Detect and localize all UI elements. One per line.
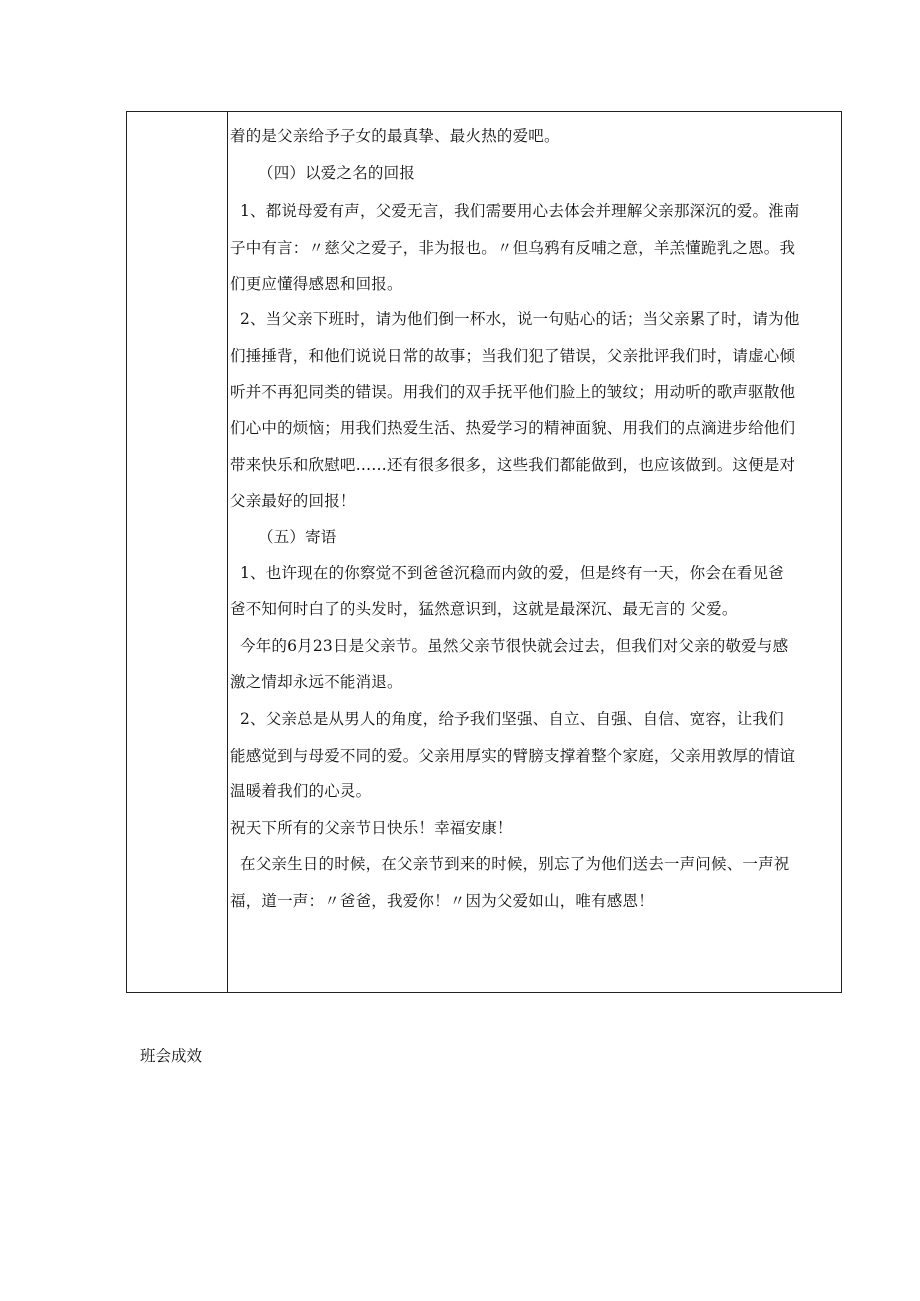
paragraph-line: 2、当父亲下班时，请为他们倒一杯水，说一句贴心的话；当父亲累了时，请为他 [240, 310, 800, 328]
paragraph-line: 1、也许现在的你察觉不到爸爸沉稳而内敛的爱，但是终有一天，你会在看见爸 [240, 564, 784, 582]
paragraph-line: 能感觉到与母爱不同的爱。父亲用厚实的臂膀支撑着整个家庭，父亲用敦厚的情谊 [230, 747, 796, 765]
class-meeting-results-label: 班会成效 [140, 1047, 203, 1065]
section-heading-four: （四）以爱之名的回报 [258, 164, 416, 182]
paragraph-line: 祝天下所有的父亲节日快乐！幸福安康！ [230, 819, 513, 837]
paragraph-line: 带来快乐和欣慰吧……还有很多很多，这些我们都能做到，也应该做到。这便是对 [230, 456, 796, 474]
paragraph-line: 们心中的烦恼；用我们热爱生活、热爱学习的精神面貌、用我们的点滴进步给他们 [230, 419, 796, 437]
paragraph-line: 1、都说母爱有声，父爱无言，我们需要用心去体会并理解父亲那深沉的爱。淮南 [240, 202, 800, 220]
content-table [126, 111, 842, 993]
paragraph-line: 福，道一声：〃爸爸，我爱你！〃因为父爱如山，唯有感恩！ [230, 892, 654, 910]
paragraph-line: 们更应懂得感恩和回报。 [230, 275, 403, 293]
paragraph-line: 2、父亲总是从男人的角度，给予我们坚强、自立、自强、自信、宽容，让我们 [240, 710, 784, 728]
section-heading-five: （五）寄语 [258, 528, 337, 546]
paragraph-line: 激之情却永远不能消退。 [230, 673, 403, 691]
paragraph-line: 温暖着我们的心灵。 [230, 782, 372, 800]
paragraph-line: 听并不再犯同类的错误。用我们的双手抚平他们脸上的皱纹；用动听的歌声驱散他 [230, 383, 796, 401]
paragraph-line: 父亲最好的回报！ [230, 492, 356, 510]
paragraph-line: 今年的6月23日是父亲节。虽然父亲节很快就会过去，但我们对父亲的敬爱与感 [240, 637, 789, 655]
table-label-cell [127, 112, 228, 992]
paragraph-line: 子中有言：〃慈父之爱子，非为报也。〃但乌鸦有反哺之意，羊羔懂跪乳之恩。我 [230, 239, 796, 257]
table-content-cell [228, 112, 841, 992]
paragraph-line: 爸不知何时白了的头发时，猛然意识到，这就是最深沉、最无言的 父爱。 [230, 600, 738, 618]
paragraph-line: 们捶捶背，和他们说说日常的故事；当我们犯了错误，父亲批评我们时，请虚心倾 [230, 347, 796, 365]
paragraph-line: 着的是父亲给予子女的最真挚、最火热的爱吧。 [230, 127, 560, 145]
paragraph-line: 在父亲生日的时候，在父亲节到来的时候，别忘了为他们送去一声问候、一声祝 [240, 855, 790, 873]
